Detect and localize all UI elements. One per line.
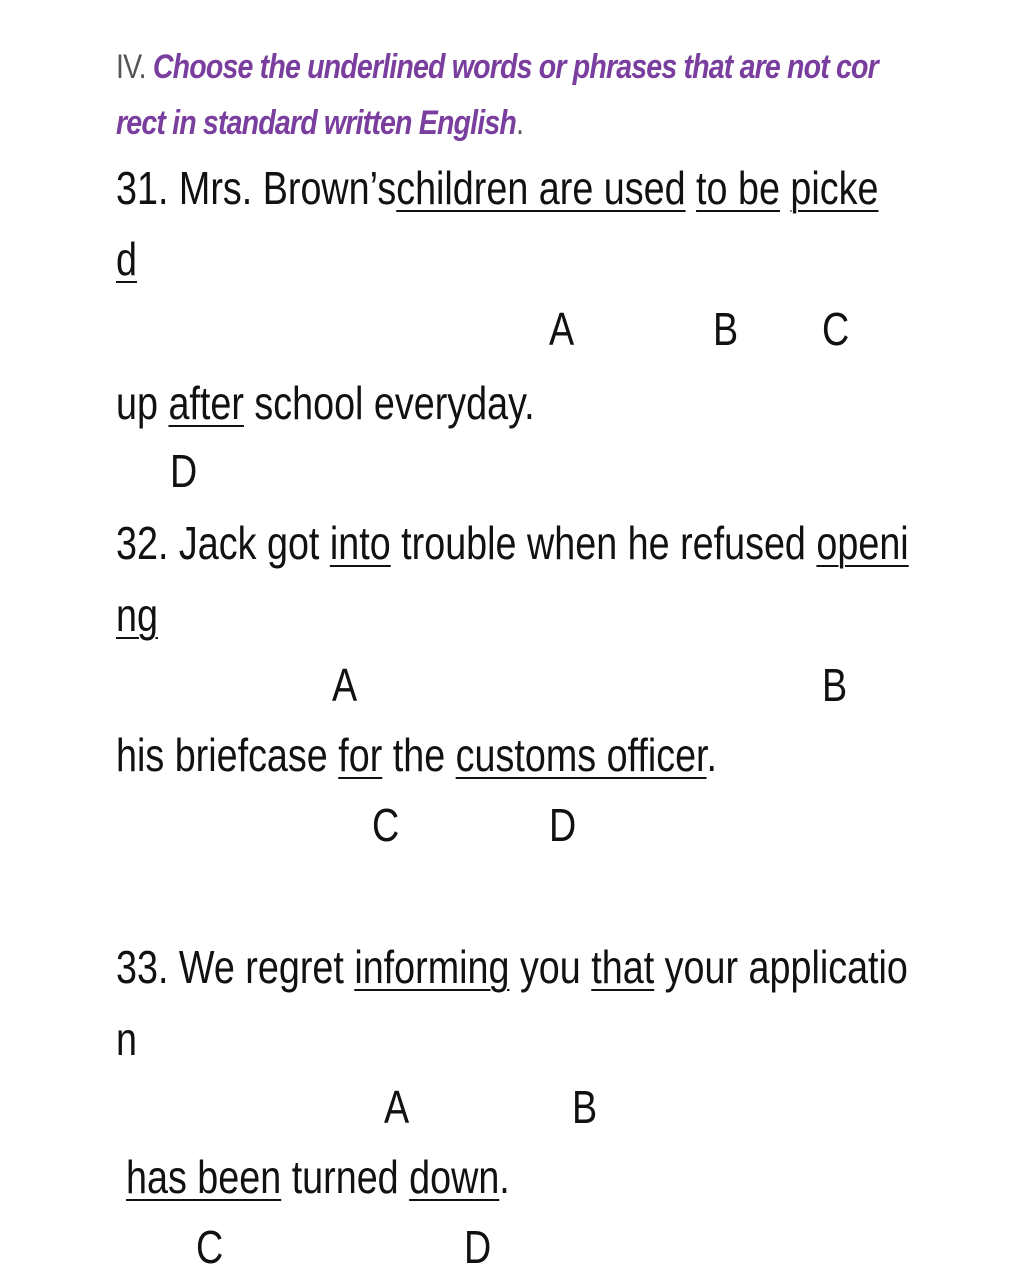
q33-line-1 [116, 941, 908, 993]
q33-number: 33. [116, 941, 169, 993]
instruction-period: . [516, 104, 524, 142]
q32-option-c-text: for [338, 729, 383, 781]
q32-option-b-text: openi [816, 517, 909, 569]
q31-label-a: A [549, 303, 575, 355]
instruction-line-2 [116, 104, 523, 143]
q31-option-b-text: to be [696, 162, 780, 214]
q31-number: 31. [116, 162, 169, 214]
q33-end: . [499, 1151, 510, 1203]
q32-option-b-wrap: ng [116, 589, 158, 641]
q33-label-c: C [196, 1221, 224, 1273]
q33-option-d-text: down [409, 1151, 500, 1203]
q32-number: 32. [116, 517, 169, 569]
q31-label-c: C [822, 303, 850, 355]
q32-mid: the [392, 729, 446, 781]
q32-label-c: C [372, 799, 400, 851]
q33-label-b: B [572, 1081, 598, 1133]
q33-text-1: We regret [178, 941, 344, 993]
q31-line-2 [116, 233, 137, 285]
q33-label-a: A [384, 1081, 410, 1133]
q33-wrap: n [116, 1013, 137, 1065]
q33-line-3 [126, 1151, 510, 1203]
q32-label-b: B [822, 659, 848, 711]
q32-line-3 [116, 729, 718, 781]
q32-option-d-text: customs officer [455, 729, 707, 781]
q31-line-1 [116, 162, 879, 214]
section-number: IV. [116, 48, 146, 86]
q32-end: . [706, 729, 718, 781]
instruction-text-2: rect in standard written English [116, 104, 517, 142]
q31-label-b: B [713, 303, 739, 355]
q33-line-2 [116, 1013, 137, 1065]
q31-option-c-text: picke [790, 162, 879, 214]
q33-mid: turned [291, 1151, 399, 1203]
q31-label-d: D [170, 445, 198, 497]
q32-line-2 [116, 589, 158, 641]
q33-text-2: you [519, 941, 581, 993]
q31-option-c-wrap: d [116, 233, 137, 285]
q31-line-3 [116, 377, 535, 429]
q31-line3-post: school everyday. [254, 377, 535, 429]
q32-option-a-text: into [329, 517, 391, 569]
q31-line3-pre: up [116, 377, 158, 429]
instruction-text-1: Choose the underlined words or phrases that are not cor [152, 48, 878, 86]
q31-lead: Mrs. Brown’s [178, 162, 397, 214]
q31-option-a-text: children are used [396, 162, 686, 214]
q33-text-3: your applicatio [664, 941, 908, 993]
q33-label-d: D [464, 1221, 492, 1273]
q31-option-d-text: after [168, 377, 244, 429]
instruction-line-1 [116, 48, 878, 87]
q32-line3-pre: his briefcase [116, 729, 328, 781]
q32-text-2: trouble when he refused [401, 517, 806, 569]
q32-text-1: Jack got [178, 517, 320, 569]
q33-option-b-text: that [591, 941, 655, 993]
q32-label-d: D [549, 799, 577, 851]
q33-option-c-text: has been [126, 1151, 282, 1203]
q33-option-a-text: informing [354, 941, 510, 993]
q32-label-a: A [332, 659, 358, 711]
q32-line-1 [116, 517, 909, 569]
